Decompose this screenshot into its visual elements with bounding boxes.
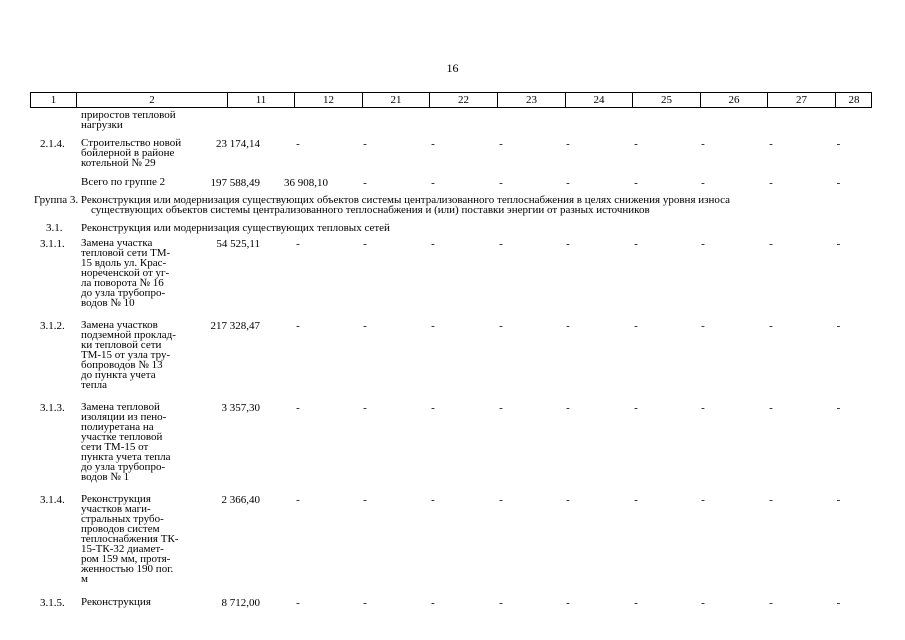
value-col21: - <box>363 177 367 189</box>
header-cell: 28 <box>848 94 860 106</box>
desc-line: проводов систем <box>81 523 160 535</box>
value-col27: - <box>769 494 773 506</box>
value-col11: 217 328,47 <box>210 320 260 332</box>
desc-line: нореченской от уг- <box>81 267 170 279</box>
value-col25: - <box>634 402 638 414</box>
value-col23: - <box>499 494 503 506</box>
header-cell: 23 <box>498 93 566 107</box>
value-col27: - <box>769 402 773 414</box>
row-description <box>81 320 199 390</box>
header-cell: 26 <box>701 93 768 107</box>
value-col24: - <box>566 238 570 250</box>
value-col23: - <box>499 402 503 414</box>
value-col22: - <box>431 238 435 250</box>
desc-line: полиуретана на <box>81 421 154 433</box>
page-number: 16 <box>446 61 459 75</box>
row-description <box>81 597 199 607</box>
value-col24: - <box>566 402 570 414</box>
value-col24: - <box>566 138 570 150</box>
value-col21: - <box>363 138 367 150</box>
value-col22: - <box>431 320 435 332</box>
row-number: 3.1.2. <box>40 320 65 332</box>
value-col23: - <box>499 138 503 150</box>
value-col28: - <box>836 177 841 189</box>
desc-line: котельной № 29 <box>81 157 156 169</box>
row-description <box>81 238 199 308</box>
desc-line: тепловой сети ТМ- <box>81 247 171 259</box>
header-cell: 1 <box>31 93 77 107</box>
desc-line: водов № 10 <box>81 297 135 309</box>
header-cell: 24 <box>566 93 633 107</box>
section-number: 3.1. <box>46 222 63 234</box>
value-col11: 54 525,11 <box>216 238 260 250</box>
header-cell: 25 <box>633 93 701 107</box>
desc-line: м <box>81 573 88 585</box>
value-col23: - <box>499 597 503 609</box>
value-col21: - <box>363 238 367 250</box>
value-col12: - <box>296 402 300 414</box>
desc-line: изоляции из пено- <box>81 411 167 423</box>
value-col22: - <box>431 138 435 150</box>
desc-line: Строительство новой <box>81 137 182 149</box>
desc-line: пункта учета тепла <box>81 451 171 463</box>
desc-line: подземной проклад- <box>81 329 176 341</box>
value-col25: - <box>634 177 638 189</box>
header-cell: 22 <box>430 93 498 107</box>
desc-line: стральных трубо- <box>81 513 164 525</box>
header-cell: 27 <box>768 93 836 107</box>
value-col28: - <box>836 402 841 414</box>
value-col11: 3 357,30 <box>221 402 260 414</box>
header-cell: 12 <box>295 93 363 107</box>
group-heading-line: Группа 3. Реконструкция или модернизация существующих объектов системы централизованного теплоснабжения в целях снижения уровня износа <box>34 194 731 206</box>
value-col26: - <box>701 320 705 332</box>
value-col12: - <box>296 320 300 332</box>
desc-line: участков маги- <box>81 503 151 515</box>
value-col22: - <box>431 494 435 506</box>
value-col26: - <box>701 177 705 189</box>
value-col25: - <box>634 597 638 609</box>
value-col11: 23 174,14 <box>216 138 260 150</box>
desc-line: женностью 190 пог. <box>81 563 174 575</box>
desc-line: водов № 1 <box>81 471 130 483</box>
row-number: 3.1.5. <box>40 597 65 609</box>
row-description <box>81 177 199 187</box>
value-col27: - <box>769 238 773 250</box>
row-description <box>81 494 199 584</box>
desc-line: Реконструкция <box>81 596 151 608</box>
desc-line: Замена участка <box>81 237 153 249</box>
value-col24: - <box>566 597 570 609</box>
value-col28: - <box>836 320 841 332</box>
value-col27: - <box>769 177 773 189</box>
desc-line: Всего по группе 2 <box>81 176 166 188</box>
value-col12: - <box>296 494 300 506</box>
header-cell: 2 <box>77 93 228 107</box>
value-col23: - <box>499 320 503 332</box>
desc-line: теплоснабжения ТК- <box>81 533 179 545</box>
header-cell: 11 <box>228 93 295 107</box>
desc-line: ром 159 мм, протя- <box>81 553 171 565</box>
value-col26: - <box>701 494 705 506</box>
value-col25: - <box>634 320 638 332</box>
row-number: 3.1.3. <box>40 402 65 414</box>
row-number: 3.1.1. <box>40 238 65 250</box>
value-col26: - <box>701 402 705 414</box>
value-col28: - <box>836 597 841 609</box>
value-col11: 2 366,40 <box>221 494 260 506</box>
value-col24: - <box>566 177 570 189</box>
header-cell: 21 <box>363 93 430 107</box>
group-heading-line: существующих объектов системы централизованного теплоснабжения и (или) поставки энергии от разных источников <box>91 204 650 216</box>
desc-line: бопроводов № 13 <box>81 359 163 371</box>
desc-line: до пункта учета <box>81 369 156 381</box>
row-number: 2.1.4. <box>40 138 65 150</box>
value-col23: - <box>499 238 503 250</box>
value-col27: - <box>769 320 773 332</box>
desc-line: ла поворота № 16 <box>81 277 164 289</box>
desc-line: Замена участков <box>81 319 158 331</box>
desc-line: тепла <box>81 379 107 391</box>
value-col26: - <box>701 597 705 609</box>
value-col12: - <box>296 597 300 609</box>
desc-line: нагрузки <box>81 119 123 131</box>
value-col26: - <box>701 238 705 250</box>
desc-line: ТМ-15 от узла тру- <box>81 349 171 361</box>
value-col27: - <box>769 597 773 609</box>
value-col24: - <box>566 320 570 332</box>
table-header <box>30 92 872 108</box>
value-col21: - <box>363 597 367 609</box>
desc-line: до узла трубопро- <box>81 461 166 473</box>
row-description <box>81 110 199 130</box>
value-col12: - <box>296 138 300 150</box>
value-col21: - <box>363 494 367 506</box>
desc-line: ки тепловой сети <box>81 339 162 351</box>
desc-line: 15-ТК-32 диамет- <box>81 543 164 555</box>
value-col25: - <box>634 138 638 150</box>
group-heading <box>34 195 870 215</box>
value-col12: 36 908,10 <box>284 177 328 189</box>
desc-line: до узла трубопро- <box>81 287 166 299</box>
desc-line: приростов тепловой <box>81 109 176 121</box>
row-description <box>81 402 199 482</box>
value-col25: - <box>634 494 638 506</box>
value-col26: - <box>701 138 705 150</box>
row-number: 3.1.4. <box>40 494 65 506</box>
value-col28: - <box>836 494 841 506</box>
desc-line: Замена тепловой <box>81 401 160 413</box>
value-col21: - <box>363 402 367 414</box>
value-col11: 197 588,49 <box>210 177 260 189</box>
value-col21: - <box>363 320 367 332</box>
value-col25: - <box>634 238 638 250</box>
value-col22: - <box>431 597 435 609</box>
value-col22: - <box>431 402 435 414</box>
value-col24: - <box>566 494 570 506</box>
desc-line: бойлерной в районе <box>81 147 175 159</box>
desc-line: участке тепловой <box>81 431 163 443</box>
value-col23: - <box>499 177 503 189</box>
desc-line: 15 вдоль ул. Крас- <box>81 257 167 269</box>
value-col28: - <box>836 238 841 250</box>
value-col11: 8 712,00 <box>221 597 260 609</box>
section-title: Реконструкция или модернизация существующих тепловых сетей <box>81 222 390 234</box>
desc-line: сети ТМ-15 от <box>81 441 149 453</box>
value-col12: - <box>296 238 300 250</box>
value-col28: - <box>836 138 841 150</box>
row-description <box>81 138 199 168</box>
desc-line: Реконструкция <box>81 493 151 505</box>
value-col27: - <box>769 138 773 150</box>
value-col22: - <box>431 177 435 189</box>
